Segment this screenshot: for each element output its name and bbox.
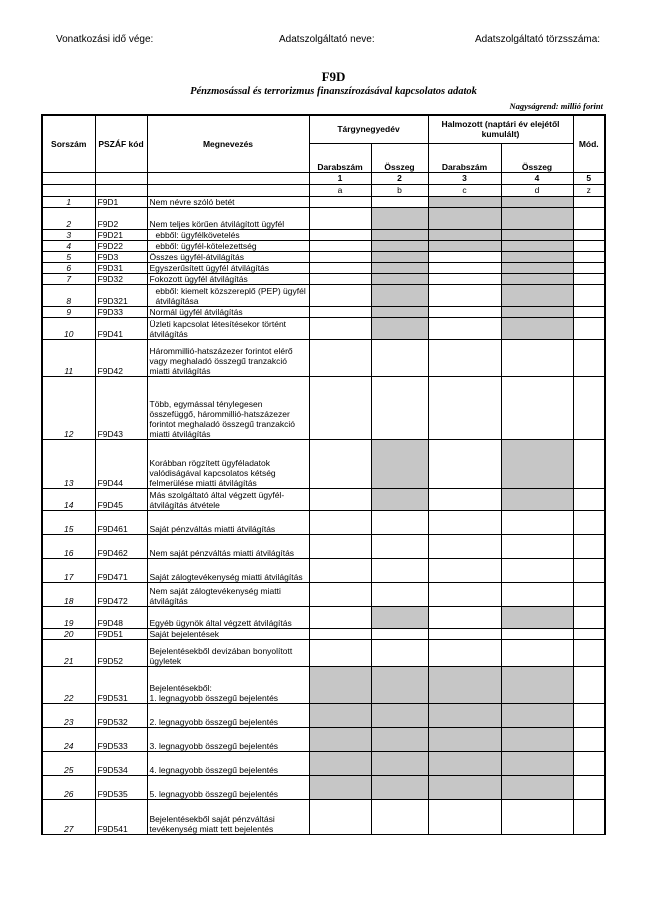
cell-count-cumulative[interactable] [428, 273, 501, 284]
row-number: 25 [42, 751, 95, 775]
cell-amount-cumulative[interactable] [501, 376, 573, 439]
cell-mod[interactable] [573, 799, 605, 834]
cell-mod[interactable] [573, 317, 605, 339]
form-code: F9D [321, 69, 346, 84]
row-name: Üzleti kapcsolat létesítésekor történt átvilágítás [147, 317, 309, 339]
row-number: 10 [42, 317, 95, 339]
cell-amount-cumulative[interactable] [501, 339, 573, 376]
col-number: 1 [309, 172, 371, 184]
row-code: F9D52 [95, 639, 147, 666]
cell-amount-cumulative [501, 284, 573, 306]
col-period-group: Tárgynegyedév [309, 115, 428, 143]
cell-mod[interactable] [573, 639, 605, 666]
row-name: ebből: ügyfél-kötelezettség [147, 240, 309, 251]
cell-count-period[interactable] [309, 534, 371, 558]
col-number: 4 [501, 172, 573, 184]
cell-amount-cumulative [501, 727, 573, 751]
row-code: F9D461 [95, 510, 147, 534]
row-number: 14 [42, 488, 95, 510]
cell-amount-cumulative [501, 251, 573, 262]
row-code: F9D541 [95, 799, 147, 834]
cell-count-period[interactable] [309, 339, 371, 376]
row-code: F9D51 [95, 628, 147, 639]
row-number: 18 [42, 582, 95, 606]
row-number: 5 [42, 251, 95, 262]
table-row [42, 606, 605, 628]
cell-count-period [309, 703, 371, 727]
cell-amount-period [371, 284, 428, 306]
row-name: Nem saját zálogtevékenység miatti átvilágítás [147, 582, 309, 606]
row-number: 6 [42, 262, 95, 273]
cell-amount-period [371, 439, 428, 488]
table-row [42, 799, 605, 834]
table-row [42, 534, 605, 558]
cell-amount-period [371, 306, 428, 317]
cell-amount-period[interactable] [371, 510, 428, 534]
cell-count-period[interactable] [309, 639, 371, 666]
cell-mod[interactable] [573, 339, 605, 376]
cell-amount-cumulative [501, 240, 573, 251]
col-letter: d [501, 184, 573, 196]
cell-amount-cumulative[interactable] [501, 582, 573, 606]
row-code: F9D45 [95, 488, 147, 510]
row-number: 13 [42, 439, 95, 488]
cell-amount-cumulative [501, 606, 573, 628]
table-row [42, 558, 605, 582]
cell-count-period[interactable] [309, 262, 371, 273]
cell-count-period[interactable] [309, 606, 371, 628]
provider-name-label: Adatszolgáltató neve: [279, 34, 375, 45]
cell-amount-cumulative[interactable] [501, 510, 573, 534]
col-name: Megnevezés [147, 115, 309, 172]
table-row [42, 628, 605, 639]
cell-count-cumulative[interactable] [428, 284, 501, 306]
cell-amount-period [371, 262, 428, 273]
cell-amount-period[interactable] [371, 376, 428, 439]
cell-amount-cumulative [501, 229, 573, 240]
row-code: F9D462 [95, 534, 147, 558]
row-code: F9D533 [95, 727, 147, 751]
cell-mod[interactable] [573, 534, 605, 558]
cell-count-period[interactable] [309, 628, 371, 639]
table-row [42, 751, 605, 775]
row-name: 4. legnagyobb összegű bejelentés [147, 751, 309, 775]
row-name: Saját bejelentések [147, 628, 309, 639]
table-row [42, 306, 605, 317]
row-code: F9D43 [95, 376, 147, 439]
row-name: Bejelentésekből: 1. legnagyobb összegű bejelentés [147, 666, 309, 703]
cell-count-period[interactable] [309, 306, 371, 317]
cell-amount-period[interactable] [371, 582, 428, 606]
cell-count-cumulative[interactable] [428, 582, 501, 606]
cell-count-period[interactable] [309, 273, 371, 284]
cell-mod[interactable] [573, 376, 605, 439]
row-name: Fokozott ügyfél átvilágítás [147, 273, 309, 284]
cell-mod[interactable] [573, 582, 605, 606]
col-count-cumulative: Darabszám [428, 143, 501, 172]
cell-count-cumulative[interactable] [428, 262, 501, 273]
row-name: Egyszerűsített ügyfél átvilágítás [147, 262, 309, 273]
row-code: F9D3 [95, 251, 147, 262]
row-name: Saját pénzváltás miatti átvilágítás [147, 510, 309, 534]
row-number: 26 [42, 775, 95, 799]
row-name: ebből: ügyfélkövetelés [147, 229, 309, 240]
cell-count-cumulative [428, 666, 501, 703]
cell-count-cumulative [428, 703, 501, 727]
row-code: F9D44 [95, 439, 147, 488]
cell-count-cumulative[interactable] [428, 558, 501, 582]
row-code: F9D22 [95, 240, 147, 251]
row-number: 1 [42, 196, 95, 207]
cell-count-period [309, 775, 371, 799]
cell-count-cumulative [428, 207, 501, 229]
cell-count-cumulative [428, 727, 501, 751]
cell-mod[interactable] [573, 240, 605, 251]
cell-amount-cumulative [501, 196, 573, 207]
row-number: 19 [42, 606, 95, 628]
cell-mod[interactable] [573, 488, 605, 510]
cell-count-period[interactable] [309, 799, 371, 834]
col-number: 3 [428, 172, 501, 184]
row-code: F9D321 [95, 284, 147, 306]
table-row [42, 339, 605, 376]
row-number: 27 [42, 799, 95, 834]
table-row [42, 488, 605, 510]
table-row [42, 639, 605, 666]
row-code: F9D33 [95, 306, 147, 317]
table-row [42, 284, 605, 306]
cell-count-cumulative[interactable] [428, 628, 501, 639]
cell-amount-cumulative [501, 666, 573, 703]
row-name: 3. legnagyobb összegű bejelentés [147, 727, 309, 751]
cell-amount-period[interactable] [371, 639, 428, 666]
row-name: Nem névre szóló betét [147, 196, 309, 207]
cell-amount-cumulative[interactable] [501, 534, 573, 558]
cell-count-cumulative [428, 196, 501, 207]
cell-count-cumulative [428, 240, 501, 251]
row-name: Nem teljes körűen átvilágított ügyfél [147, 207, 309, 229]
cell-count-period[interactable] [309, 376, 371, 439]
row-number: 20 [42, 628, 95, 639]
row-name: Egyéb ügynök által végzett átvilágítás [147, 606, 309, 628]
cell-count-period[interactable] [309, 439, 371, 488]
col-mod: Mód. [573, 115, 605, 172]
cell-mod[interactable] [573, 196, 605, 207]
cell-count-period[interactable] [309, 251, 371, 262]
cell-mod[interactable] [573, 306, 605, 317]
row-name: Több, egymással ténylegesen összefüggő, hárommillió-hatszázezer forintot meghaladó összegű tranzakció miatti átvilágítás [147, 376, 309, 439]
row-number: 17 [42, 558, 95, 582]
row-code: F9D471 [95, 558, 147, 582]
row-code: F9D42 [95, 339, 147, 376]
cell-mod[interactable] [573, 207, 605, 229]
cell-count-period[interactable] [309, 488, 371, 510]
row-code: F9D535 [95, 775, 147, 799]
row-code: F9D532 [95, 703, 147, 727]
row-code: F9D2 [95, 207, 147, 229]
table-row [42, 207, 605, 229]
row-name: Bejelentésekből devizában bonyolított ügyletek [147, 639, 309, 666]
cell-count-cumulative[interactable] [428, 317, 501, 339]
cell-amount-cumulative [501, 751, 573, 775]
cell-amount-period[interactable] [371, 558, 428, 582]
col-cumulative-group: Halmozott (naptári év elejétől kumulált) [428, 115, 573, 143]
row-number: 24 [42, 727, 95, 751]
row-name: Bejelentésekből saját pénzváltási tevékenység miatt tett bejelentés [147, 799, 309, 834]
cell-mod[interactable] [573, 775, 605, 799]
cell-mod[interactable] [573, 558, 605, 582]
col-amount-period: Összeg [371, 143, 428, 172]
cell-count-cumulative[interactable] [428, 606, 501, 628]
row-name: Más szolgáltató által végzett ügyfél-átvilágítás átvétele [147, 488, 309, 510]
cell-mod[interactable] [573, 439, 605, 488]
row-name: Saját zálogtevékenység miatti átvilágítás [147, 558, 309, 582]
cell-amount-cumulative [501, 262, 573, 273]
cell-amount-period [371, 751, 428, 775]
table-row [42, 273, 605, 284]
cell-amount-period [371, 775, 428, 799]
row-code: F9D48 [95, 606, 147, 628]
cell-amount-cumulative[interactable] [501, 558, 573, 582]
table-row [42, 196, 605, 207]
cell-amount-period [371, 488, 428, 510]
col-letter: z [573, 184, 605, 196]
cell-mod[interactable] [573, 628, 605, 639]
cell-count-period[interactable] [309, 582, 371, 606]
cell-mod[interactable] [573, 510, 605, 534]
cell-mod[interactable] [573, 666, 605, 703]
row-code: F9D41 [95, 317, 147, 339]
report-table [41, 114, 606, 835]
table-row [42, 775, 605, 799]
row-code: F9D32 [95, 273, 147, 284]
row-number: 9 [42, 306, 95, 317]
cell-count-cumulative[interactable] [428, 799, 501, 834]
row-code: F9D534 [95, 751, 147, 775]
col-number: 5 [573, 172, 605, 184]
row-number: 23 [42, 703, 95, 727]
col-amount-cumulative: Összeg [501, 143, 573, 172]
cell-amount-cumulative[interactable] [501, 628, 573, 639]
cell-amount-cumulative [501, 207, 573, 229]
table-row [42, 582, 605, 606]
cell-count-period [309, 751, 371, 775]
col-letter: b [371, 184, 428, 196]
cell-mod[interactable] [573, 751, 605, 775]
cell-amount-period[interactable] [371, 534, 428, 558]
row-number: 7 [42, 273, 95, 284]
cell-amount-cumulative[interactable] [501, 799, 573, 834]
table-row [42, 510, 605, 534]
cell-amount-period[interactable] [371, 339, 428, 376]
row-number: 4 [42, 240, 95, 251]
cell-amount-cumulative [501, 317, 573, 339]
cell-amount-period [371, 273, 428, 284]
col-sorszam: Sorszám [42, 115, 95, 172]
cell-count-cumulative[interactable] [428, 306, 501, 317]
cell-amount-period [371, 727, 428, 751]
cell-mod[interactable] [573, 606, 605, 628]
cell-mod[interactable] [573, 727, 605, 751]
cell-amount-cumulative [501, 306, 573, 317]
cell-amount-period[interactable] [371, 628, 428, 639]
cell-count-cumulative[interactable] [428, 488, 501, 510]
row-code: F9D21 [95, 229, 147, 240]
cell-amount-period [371, 207, 428, 229]
cell-count-period [309, 666, 371, 703]
col-number: 2 [371, 172, 428, 184]
cell-count-cumulative[interactable] [428, 639, 501, 666]
row-name: 5. legnagyobb összegű bejelentés [147, 775, 309, 799]
cell-amount-cumulative [501, 439, 573, 488]
table-row [42, 229, 605, 240]
cell-mod[interactable] [573, 284, 605, 306]
cell-count-cumulative [428, 229, 501, 240]
cell-amount-period [371, 703, 428, 727]
row-number: 22 [42, 666, 95, 703]
table-row [42, 727, 605, 751]
row-number: 8 [42, 284, 95, 306]
cell-count-period[interactable] [309, 196, 371, 207]
cell-count-period [309, 727, 371, 751]
table-row [42, 251, 605, 262]
row-code: F9D531 [95, 666, 147, 703]
row-name: ebből: kiemelt közszereplő (PEP) ügyfél átvilágítása [147, 284, 309, 306]
table-row [42, 439, 605, 488]
row-name: Korábban rögzített ügyféladatok valódiságával kapcsolatos kétség felmerülése miatti átvilágítás [147, 439, 309, 488]
row-code: F9D1 [95, 196, 147, 207]
row-name: Nem saját pénzváltás miatti átvilágítás [147, 534, 309, 558]
cell-amount-period[interactable] [371, 799, 428, 834]
cell-count-cumulative [428, 751, 501, 775]
cell-mod[interactable] [573, 262, 605, 273]
col-pszaf: PSZÁF kód [95, 115, 147, 172]
cell-count-period[interactable] [309, 510, 371, 534]
cell-amount-cumulative[interactable] [501, 639, 573, 666]
row-number: 2 [42, 207, 95, 229]
cell-count-cumulative[interactable] [428, 339, 501, 376]
cell-amount-period [371, 317, 428, 339]
cell-amount-period [371, 606, 428, 628]
row-number: 21 [42, 639, 95, 666]
row-name: Normál ügyfél átvilágítás [147, 306, 309, 317]
table-row [42, 703, 605, 727]
cell-amount-cumulative [501, 488, 573, 510]
cell-count-period[interactable] [309, 284, 371, 306]
cell-amount-cumulative [501, 775, 573, 799]
cell-count-period[interactable] [309, 317, 371, 339]
cell-count-period[interactable] [309, 229, 371, 240]
cell-count-cumulative[interactable] [428, 534, 501, 558]
row-name: Összes ügyfél-átvilágítás [147, 251, 309, 262]
cell-amount-cumulative [501, 703, 573, 727]
cell-mod[interactable] [573, 251, 605, 262]
cell-amount-period[interactable] [371, 196, 428, 207]
table-row [42, 317, 605, 339]
row-code: F9D472 [95, 582, 147, 606]
form-title: Pénzmosással és terrorizmus finanszírozásával kapcsolatos adatok [190, 86, 477, 97]
table-row [42, 240, 605, 251]
cell-count-cumulative[interactable] [428, 510, 501, 534]
period-end-label: Vonatkozási idő vége: [56, 34, 154, 45]
row-name: Hárommillió-hatszázezer forintot elérő vagy meghaladó összegű tranzakció miatti átvilágítás [147, 339, 309, 376]
cell-mod[interactable] [573, 229, 605, 240]
row-name: 2. legnagyobb összegű bejelentés [147, 703, 309, 727]
cell-count-cumulative[interactable] [428, 439, 501, 488]
table-row [42, 376, 605, 439]
cell-count-cumulative[interactable] [428, 251, 501, 262]
cell-amount-period [371, 666, 428, 703]
table-row [42, 262, 605, 273]
cell-amount-period [371, 240, 428, 251]
col-letter: c [428, 184, 501, 196]
unit-note: Nagyságrend: millió forint [509, 101, 603, 111]
cell-count-cumulative[interactable] [428, 376, 501, 439]
row-number: 16 [42, 534, 95, 558]
cell-amount-period [371, 251, 428, 262]
cell-amount-period [371, 229, 428, 240]
cell-count-period[interactable] [309, 558, 371, 582]
row-number: 15 [42, 510, 95, 534]
row-number: 11 [42, 339, 95, 376]
row-number: 12 [42, 376, 95, 439]
cell-mod[interactable] [573, 273, 605, 284]
table-row [42, 666, 605, 703]
provider-reg-label: Adatszolgáltató törzsszáma: [475, 34, 601, 45]
col-count-period: Darabszám [309, 143, 371, 172]
cell-mod[interactable] [573, 703, 605, 727]
cell-count-period[interactable] [309, 240, 371, 251]
cell-count-cumulative [428, 775, 501, 799]
col-letter: a [309, 184, 371, 196]
cell-count-period[interactable] [309, 207, 371, 229]
row-number: 3 [42, 229, 95, 240]
cell-amount-cumulative [501, 273, 573, 284]
row-code: F9D31 [95, 262, 147, 273]
